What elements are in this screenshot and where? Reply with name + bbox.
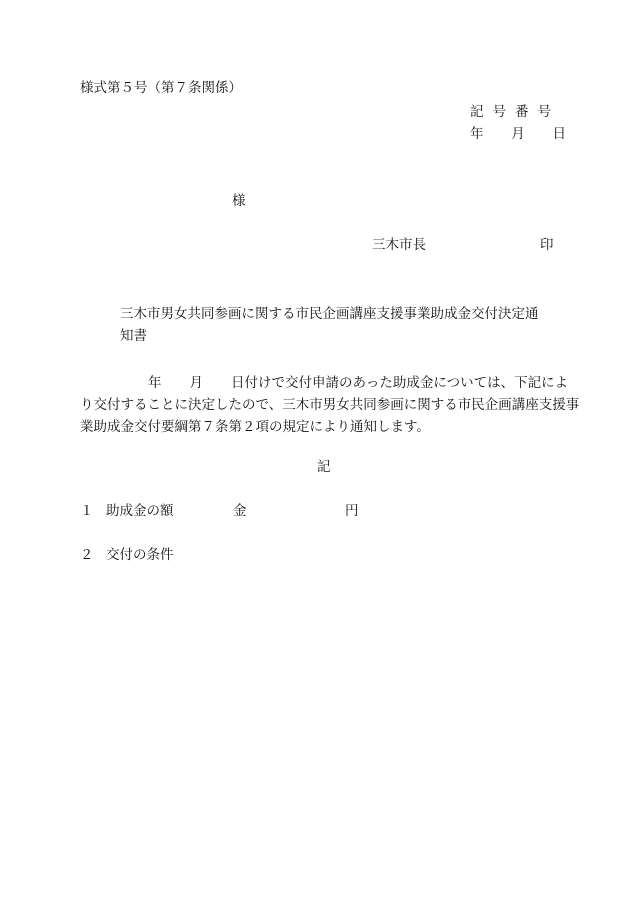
- item-number: ２: [80, 547, 94, 563]
- notice-title: 三木市男女共同参画に関する市民企画講座支援事業助成金交付決定通知書: [120, 306, 539, 344]
- sender-name: 三木市長: [372, 237, 426, 253]
- issue-date: [470, 128, 566, 142]
- record-heading: 記: [317, 459, 331, 475]
- body-text: 日付けで交付申請のあった助成金については、下記により交付することに決定したので、三木市男女共同参画に関する市民企画講座支援事業助成金交付要綱第７条第２項の規定により通知します。: [80, 375, 580, 435]
- body-year-label: 年: [148, 375, 162, 391]
- amount-prefix: 金: [233, 503, 247, 519]
- item-label-grant-amount: 助成金の額: [106, 503, 174, 519]
- item-label-grant-conditions: 交付の条件: [106, 547, 174, 563]
- date-day-label: 日: [552, 126, 566, 142]
- amount-unit: 円: [345, 503, 359, 519]
- date-month-label: 月: [511, 126, 525, 142]
- form-number: 様式第５号（第７条関係）: [80, 80, 242, 96]
- seal-mark: 印: [540, 237, 554, 253]
- notice-body: [80, 372, 580, 438]
- body-month-label: 月: [189, 375, 203, 391]
- recipient-honorific: 様: [232, 193, 246, 209]
- item-number: １: [80, 503, 94, 519]
- document-number-label: 記号番号: [470, 104, 560, 120]
- date-year-label: 年: [470, 126, 484, 142]
